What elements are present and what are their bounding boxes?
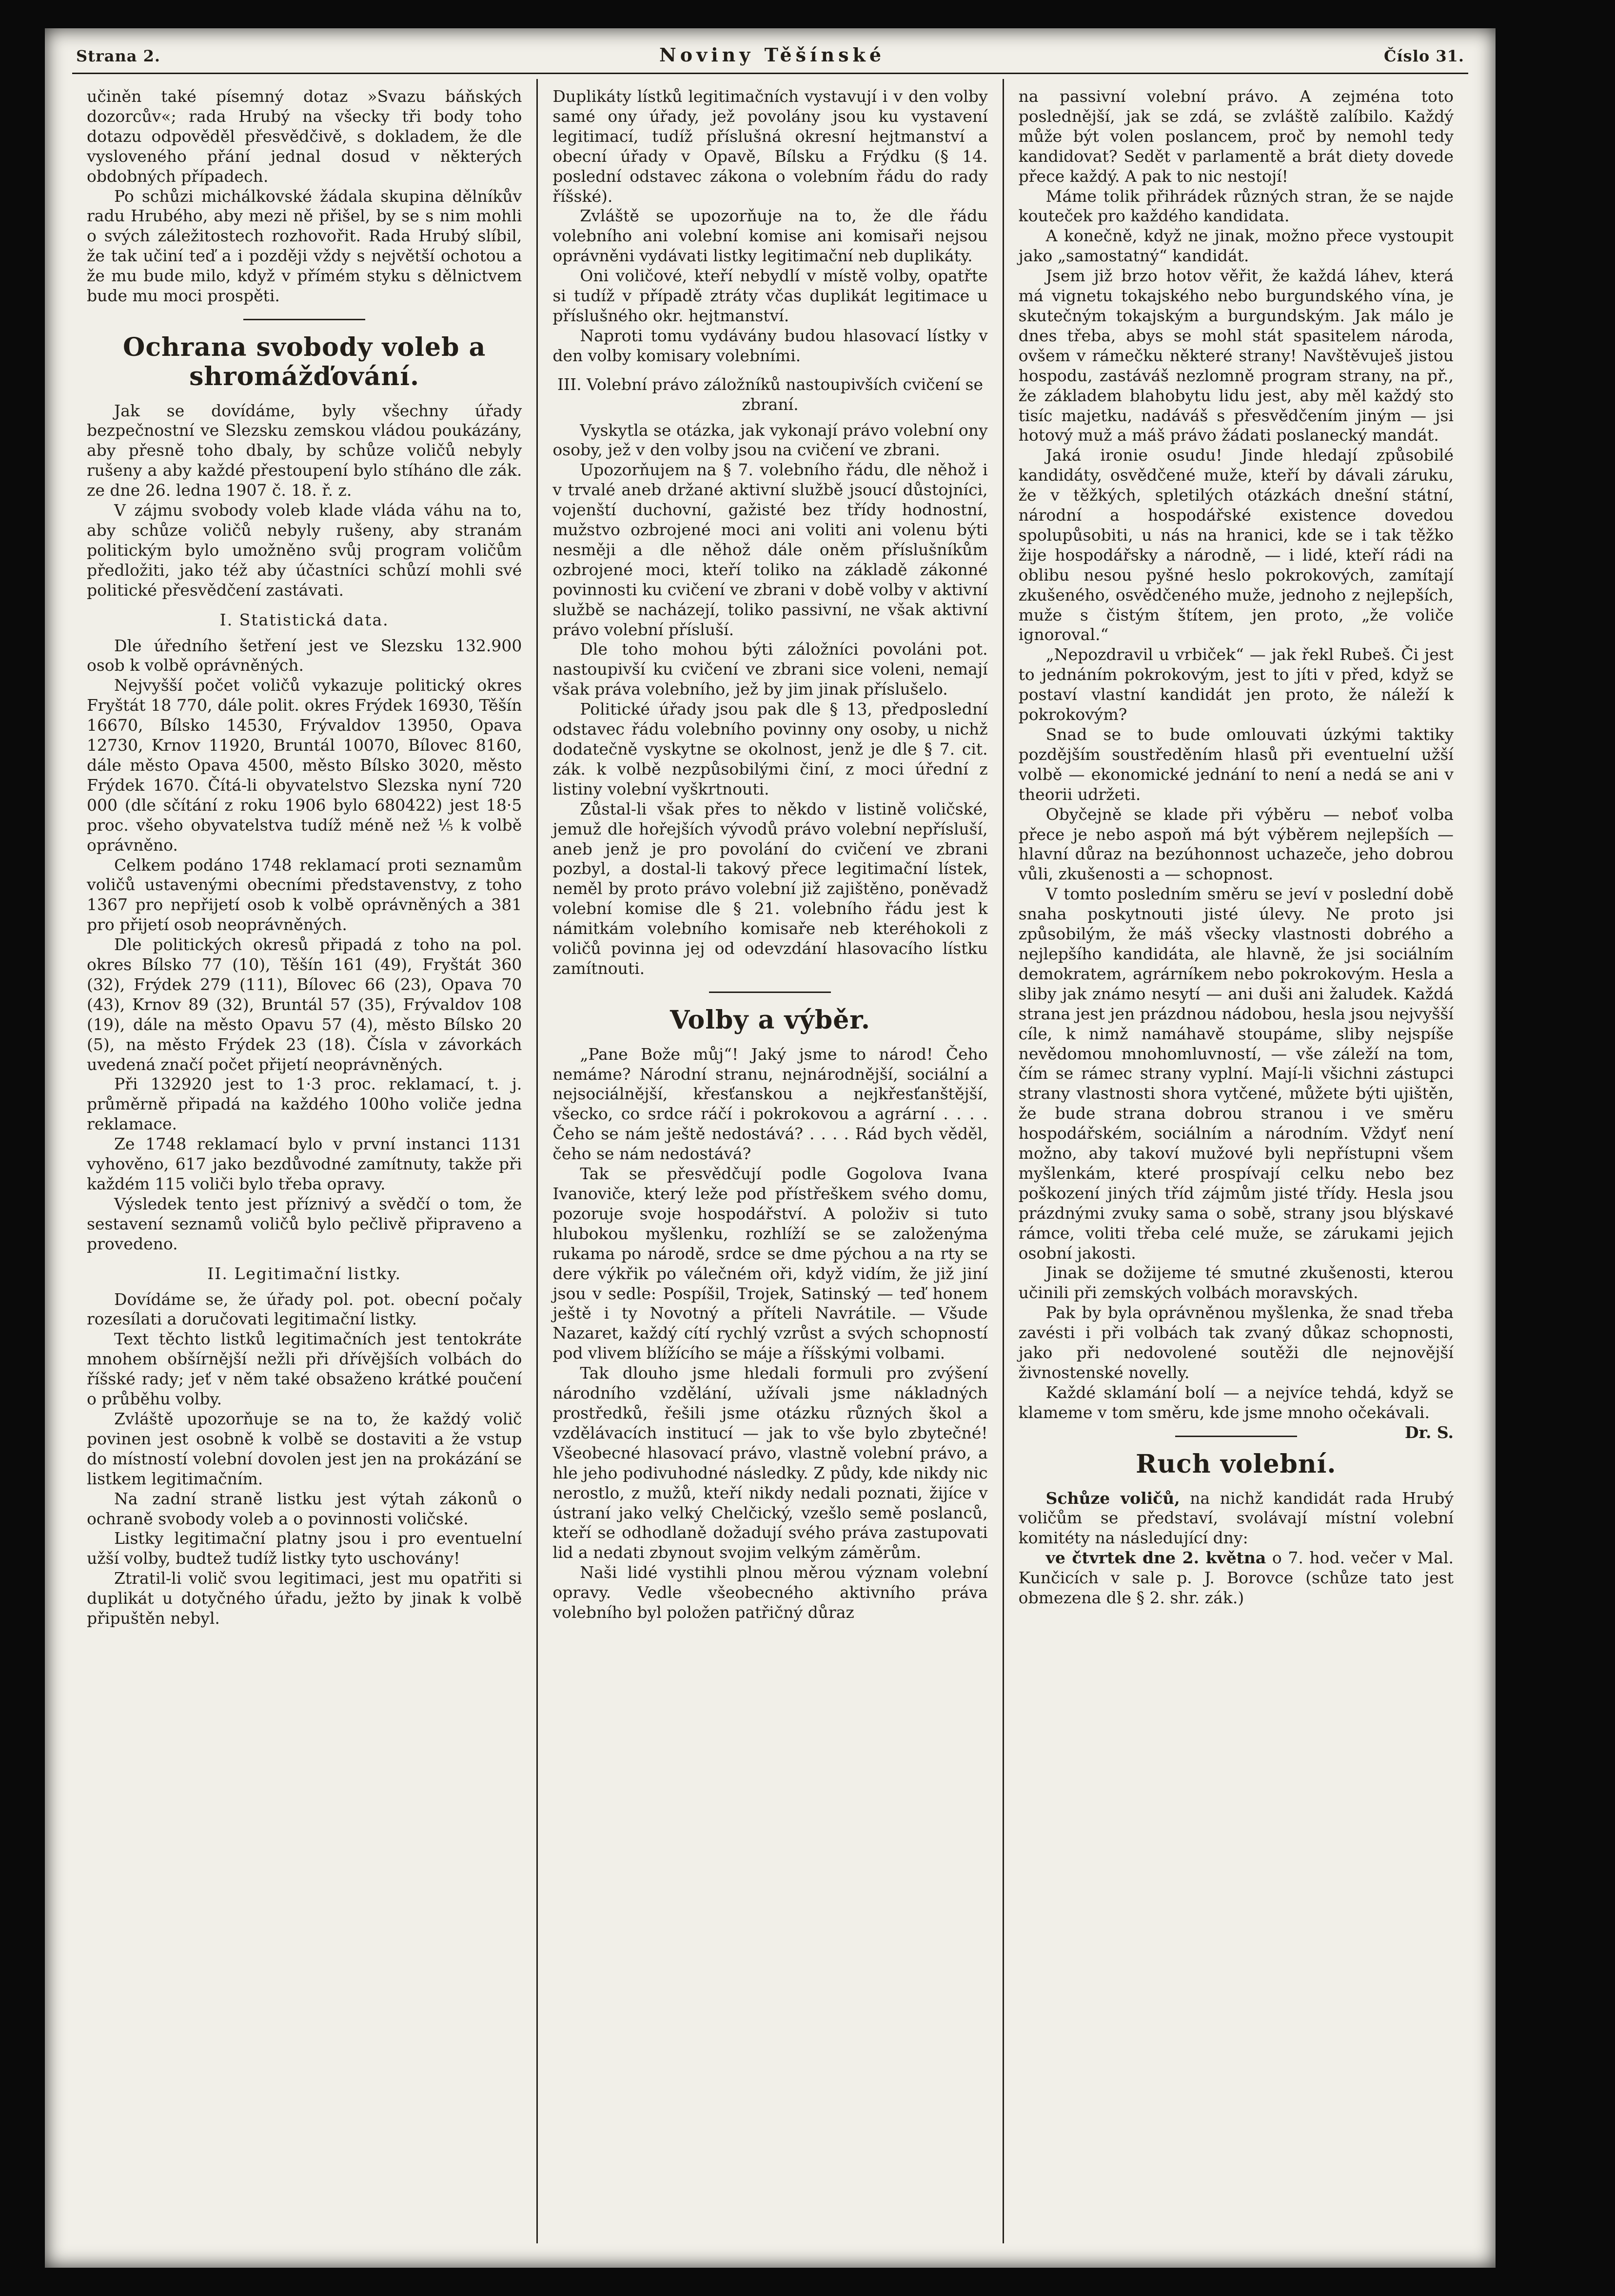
- paragraph: Dle politických okresů připadá z toho na pol. okres Bílsko 77 (10), Těšín 161 (49), Fryštát 360 (32), Frýdek 279 (111), Bílovec 66 (23), Opava 70 (43), Krnov 89 (32), Bruntál 57 (35), Frývaldov 108 (19), dále na město Opavu 57 (4), město Bílsko 20 (5), na město Frýdek 23 (18). Čísla v závorkách uvedená značí počet přijetí neoprávněných.: [87, 935, 522, 1074]
- paragraph: Výsledek tento jest příznivý a svědčí o tom, že sestavení seznamů voličů bylo pečlivě připraveno a provedeno.: [87, 1194, 522, 1253]
- paragraph: Schůze voličů, na nichž kandidát rada Hrubý voličům se představí, svolávají místní volební komitéty na následující dny:: [1018, 1488, 1454, 1548]
- paragraph: A konečně, když ne jinak, možno přece vystoupit jako „samostatný“ kandidát.: [1018, 226, 1454, 266]
- paragraph: Máme tolik přihrádek různých stran, že se najde kouteček pro každého kandidata.: [1018, 186, 1454, 226]
- issue-number: Číslo 31.: [1384, 47, 1464, 65]
- section-divider: [709, 992, 831, 993]
- paragraph: Jaká ironie osudu! Jinde hledají způsobilé kandidáty, osvědčené muže, kteří by dávali záruku, že v těžkých, spletilých otázkách dnešní státní, národní a hospodářské existence dovedou spolupůsobiti, u nás na hranici, kde se i tak těžko žije hospodářsky a národně, — i lidé, kteří rádi na oblibu nesou pyšné heslo pokrokových, zamítají zkušeného, osvědčeného muže, jednoho z nejlepších, muže s čistým štítem, jen proto, „že voliče ignoroval.“: [1018, 446, 1454, 644]
- section-divider: [243, 319, 365, 320]
- paragraph: Jak se dovídáme, byly všechny úřady bezpečnostní ve Slezsku zemskou vládou poukázány, aby přesně toho dbaly, by schůze voličů nebyly rušeny a aby každé přestoupení bylo stíháno dle zák. ze dne 26. ledna 1907 č. 18. ř. z.: [87, 401, 522, 500]
- section-subheading: I. Statistická data.: [219, 610, 389, 629]
- column-1: [72, 79, 536, 2243]
- newspaper-title: Noviny Těšínské: [659, 44, 886, 66]
- paragraph: V zájmu svobody voleb klade vláda váhu na to, aby schůze voličů nebyly rušeny, aby stranám politickým bylo umožněno svůj program voličům předložiti, jako též aby účastníci schůzí mohli své politické přesvědčení zastávati.: [87, 501, 522, 600]
- paragraph: Zůstal-li však přes to někdo v listině voličské, jemuž dle hořejších vývodů právo volební nepřísluší, aneb jenž je pro povolání do cvičení ve zbrani pozbyl, a dostal-li takový přece legitimační lístek, neměl by proto právo volební již zajištěno, poněvadž volební komise dle § 21. volebního řádu jest k námitkám volebního komisaře neb kteréhokoli z voličů povinna jej od odevzdání hlasovacího lístku zamítnouti.: [552, 799, 988, 978]
- signature: Dr. S.: [1404, 1422, 1454, 1442]
- paragraph: Tak dlouho jsme hledali formuli pro zvýšení národního vzdělání, užívali jsme nákladných prostředků, řešili jsme otázku různých škol a vzdělávacích institucí — jak to vše bylo zbytečné! Všeobecné hlasovací právo, vlastně volební právo, a hle jeho podivuhodné následky. Z půdy, kde nikdy nic nerostlo, z mužů, kteří nikdy nedali poznati, žijíce v ústraní jako velký Chelčický, vzešlo semě poslanců, kteří se odhodlaně dožadují svého práva zastupovati lid a nedati zbynout svojim velkým záměrům.: [552, 1363, 988, 1562]
- paragraph: Politické úřady jsou pak dle § 13, předposlední odstavec řádu volebního povinny ony osoby, u nichž dodatečně vyskytne se okolnost, jenž je dle § 7. cit. zák. k volbě nezpůsobilými činí, z moci úřední z listiny volební vyškrtnouti.: [552, 700, 988, 798]
- column-3: [1003, 79, 1468, 2243]
- column-2: [536, 79, 1002, 2243]
- paragraph: Jinak se dožijeme té smutné zkušenosti, kterou učinili při zemských volbách moravských.: [1018, 1263, 1454, 1303]
- paragraph: Nejvyšší počet voličů vykazuje politický okres Fryštát 18 770, dále polit. okres Frýdek 16930, Těšín 16670, Bílsko 14530, Frývaldov 13950, Opava 12730, Krnov 11920, Bruntál 10070, Bílovec 8160, dále město Opava 4500, město Bílsko 3020, město Frýdek 1670. Čítá-li obyvatelstvo Slezska nyní 720 000 (dle sčítání z roku 1906 bylo 680422) jest 18·5 proc. všeho obyvatelstva tudíž méně než ⅕ k volbě oprávněno.: [87, 676, 522, 855]
- paragraph: V tomto posledním směru se jeví v poslední době snaha poskytnouti jisté úlevy. Ne proto jsi způsobilým, že máš všecky vlastnosti dobrého a nejlepšího kandidáta, ale hlavně, že jsi sociálním demokratem, agrárníkem nebo pokrokovým. Hesla a sliby jak známo nesytí — ani duši ani žaludek. Každá strana jest jen prázdnou nádobou, hesla jsou nejvyšší cíle, k nimž namáhavě stoupáme, sliby nejspíše nevědomou mnohomluvností, — vše záleží na tom, čím se rámec strany vyplní. Mají-li všichni zástupci strany vlastnosti shora vytčené, můžete býti ujištěn, že bude strana dobrou stranou i ve směru hospodářském, sociálním a národním. Vždyť není možno, aby takoví mužové byli nepřístupni všem myšlenkám, které prospívají celku nebo bez poškození jiných tříd zájmům jisté třídy. Hesla jsou prázdnými zvuky sama o sobě, strany jsou blýskavé rámce, voliti třeba celé muže, se zárukami jejich osobní jakosti.: [1018, 884, 1454, 1263]
- article-columns: [72, 79, 1468, 2243]
- paragraph: Dovídáme se, že úřady pol. pot. obecní počaly rozesílati a doručovati legitimační listky.: [87, 1289, 522, 1329]
- article-heading: Volby a výběr.: [670, 1005, 871, 1035]
- paragraph: Listky legitimační platny jsou i pro eventuelní užší volby, budtež tudíž listky tyto uschovány!: [87, 1529, 522, 1568]
- paragraph: Ze 1748 reklamací bylo v první instanci 1131 vyhověno, 617 jako bezdůvodné zamítnuty, takže při každém 115 voliči bylo třeba opravy.: [87, 1134, 522, 1193]
- paragraph: na passivní volební právo. A zejména toto poslednější, jak se zdá, se zvláště zalíbilo. Každý může být volen poslancem, proč by nemohl tedy kandidovat? Sedět v parlamentě a brát diety dovede přece každý. A pak to nic nestojí!: [1018, 87, 1454, 186]
- masthead: [72, 41, 1468, 73]
- article-heading: Ruch volební.: [1136, 1449, 1337, 1479]
- paragraph: „Nepozdravil u vrbiček“ — jak řekl Rubeš. Či jest to jednáním pokrokovým, jest to jíti v před, když se postaví vlastní kandidát jen proto, že náleží k pokrokovým?: [1018, 645, 1454, 724]
- paragraph: Dle toho mohou býti záložníci povoláni pot. nastoupivší ku cvičení ve zbrani sice voleni, nemají však práva volebního, jež by jim jinak příslušelo.: [552, 640, 988, 699]
- paragraph: „Pane Bože můj“! Jaký jsme to národ! Čeho nemáme? Národní stranu, nejnárodnější, sociální a nejsociálnější, křesťanskou a nejkřesťanštější, všecko, co srdce ráčí i pokrokovou a agrární . . . . Čeho se nám ještě nedostává? . . . . Rád bych věděl, čeho se nám nedostává?: [552, 1044, 988, 1164]
- paragraph: Snad se to bude omlouvati úzkými taktiky pozdějším soustředěním hlasů při eventuelní užší volbě — ekonomické jednání to není a nedá se ani v theorii udržeti.: [1018, 725, 1454, 804]
- paragraph: Oni voličové, kteří nebydlí v místě volby, opatřte si tudíž v případě ztráty včas duplikát legitimace u příslušného okr. hejtmanství.: [552, 266, 988, 325]
- article-heading: Ochrana svobody voleb a shromážďování.: [123, 332, 486, 391]
- newspaper-page: [45, 28, 1496, 2268]
- paragraph: Tak se přesvědčují podle Gogolova Ivana Ivanoviče, který leže pod přístřeškem svého domu, pozoruje svoje hospodářství. A položiv si tuto hlubokou myšlenku, rozhlíží se se založenýma rukama po národě, srdce se dme pýchou a na rty se dere výkřik po válečném oři, když vidím, že již jiní jsou v sedle: Pospíšil, Trojek, Satinský — teď honem ještě i ty Novotný a příteli Navrátile. — Všude Nazaret, každý cítí rychlý vzrůst a svých schopností pod vlivem blížícího se máje a říšskými volbami.: [552, 1164, 988, 1363]
- paragraph: učiněn také písemný dotaz »Svazu báňských dozorcův«; rada Hrubý na všecky tři body toho dotazu odpověděl přesvědčivě, s dokladem, že dle vysloveného přání jednal dosud v některých obdobných případech.: [87, 87, 522, 186]
- paragraph: Každé sklamání bolí — a nejvíce tehdá, když se klameme v tom směru, kde jsme mnoho očekávali. Dr. S.: [1018, 1382, 1454, 1442]
- section-subheading: II. Legitimační listky.: [207, 1264, 402, 1283]
- paragraph: ve čtvrtek dne 2. května o 7. hod. večer v Mal. Kunčicích v sale p. J. Borovce (schůze tato jest obmezena dle § 2. shr. zák.): [1018, 1548, 1454, 1608]
- paragraph: Jsem již brzo hotov věřit, že každá láhev, která má vignetu tokajského nebo burgundského vína, je skutečným tokajským a burgundským. Jak málo je dnes třeba, abys se mohl stát spasitelem národa, ovšem v rámečku některé strany! Navštěvuješ jistou hospodu, zastáváš nezlomně program strany, na př., že základem blahobytu lidu jest, aby měl každý sto tisíc majetku, nadáváš s přesvědčením jiným — jsi hotový muž a máš právo žádati poslanecký mandát.: [1018, 266, 1454, 445]
- paragraph: Při 132920 jest to 1·3 proc. reklamací, t. j. průměrně připadá na každého 100ho voliče jedna reklamace.: [87, 1074, 522, 1134]
- masthead-rule: [72, 73, 1468, 74]
- paragraph: Upozorňujem na § 7. volebního řádu, dle něhož i v trvalé aneb držané aktivní službě jsoucí důstojníci, vojenští duchovní, gažisté bez třídy hodnostní, mužstvo ozbrojené moci ani voliti ani volenu býti nesměji a dle něhož dále oněm příslušníkům ozbrojené moci, kteří toliko na základě zákonné povinnosti ku cvičení ve zbrani v době volby v aktivní službě se nacházejí, toliko passivní, ne však aktivní právo volební přísluší.: [552, 460, 988, 639]
- paragraph: Duplikáty lístků legitimačních vystavují i v den volby samé ony úřady, jež povolány jsou ku vystavení legitimací, tudíž příslušná okresní hejtmanství a obecní úřady v Opavě, Bílsku a Frýdku (§ 14. poslední odstavec zákona o volebním řádu do rady říšské).: [552, 87, 988, 206]
- paragraph: Po schůzi michálkovské žádala skupina dělníkův radu Hrubého, aby mezi ně přišel, by se s nim mohli o svých záležitostech rozhovořit. Rada Hrubý slíbil, že tak učiní teď a i později vždy s největší ochotou a že mu bude milo, když v přímém styku s dělnictvem bude mu moci prospěti.: [87, 186, 522, 306]
- paragraph: Naproti tomu vydávány budou hlasovací lístky v den volby komisary volebními.: [552, 326, 988, 365]
- paragraph: Ztratil-li volič svou legitimaci, jest mu opatřiti si duplikát u dotyčného úřadu, ježto by jinak k volbě připuštěn nebyl.: [87, 1569, 522, 1628]
- paragraph: Pak by byla oprávněnou myšlenka, že snad třeba zavésti i při volbách tak zvaný důkaz schopnosti, jako při nedovolené soutěži dle nejnovější živnostenské novelly.: [1018, 1303, 1454, 1382]
- paragraph: Naši lidé vystihli plnou měrou význam volební opravy. Vedle všeobecného aktivního práva volebního byl položen patřičný důraz: [552, 1563, 988, 1622]
- section-subheading: III. Volební právo záložníků nastoupivších cvičení se zbraní.: [557, 374, 983, 414]
- paragraph: Na zadní straně listku jest výtah zákonů o ochraně svobody voleb a o povinnosti voličské.: [87, 1489, 522, 1528]
- section-divider: [1175, 1436, 1297, 1437]
- paragraph: Text těchto listků legitimačních jest tentokráte mnohem obšírnější nežli při dřívějších volbách do říšské rady; jeť v něm také obsaženo krátké poučení o průběhu volby.: [87, 1329, 522, 1409]
- paragraph: Celkem podáno 1748 reklamací proti seznamům voličů ustavenými obecními představenstvy, z toho 1367 pro nepřijetí osob k volbě oprávněných a 381 pro přijetí osob neoprávněných.: [87, 855, 522, 934]
- page-number: Strana 2.: [76, 47, 161, 65]
- paragraph: Obyčejně se klade při výběru — neboť volba přece je nebo aspoň má být výběrem nejlepších — hlavní důraz na bezúhonnost uchazeče, jeho dobrou vůli, zkušenosti a — schopnost.: [1018, 804, 1454, 884]
- paragraph: Vyskytla se otázka, jak vykonají právo volební ony osoby, jež v den volby jsou na cvičení ve zbrani.: [552, 420, 988, 460]
- paragraph: Zvláště upozorňuje se na to, že každý volič povinen jest osobně k volbě se dostaviti a že vstup do místností volební dovolen jest jen na prokázání se listkem legitimačním.: [87, 1409, 522, 1488]
- paragraph-lead: ve čtvrtek dne 2. května: [1045, 1548, 1266, 1568]
- paragraph: Dle úředního šetření jest ve Slezsku 132.900 osob k volbě oprávněných.: [87, 636, 522, 675]
- paragraph-lead: Schůze voličů,: [1045, 1488, 1180, 1508]
- paragraph: Zvláště se upozorňuje na to, že dle řádu volebního ani volební komise ani komisaři nejsou oprávněni vydávati listky legitimační neb duplikáty.: [552, 206, 988, 266]
